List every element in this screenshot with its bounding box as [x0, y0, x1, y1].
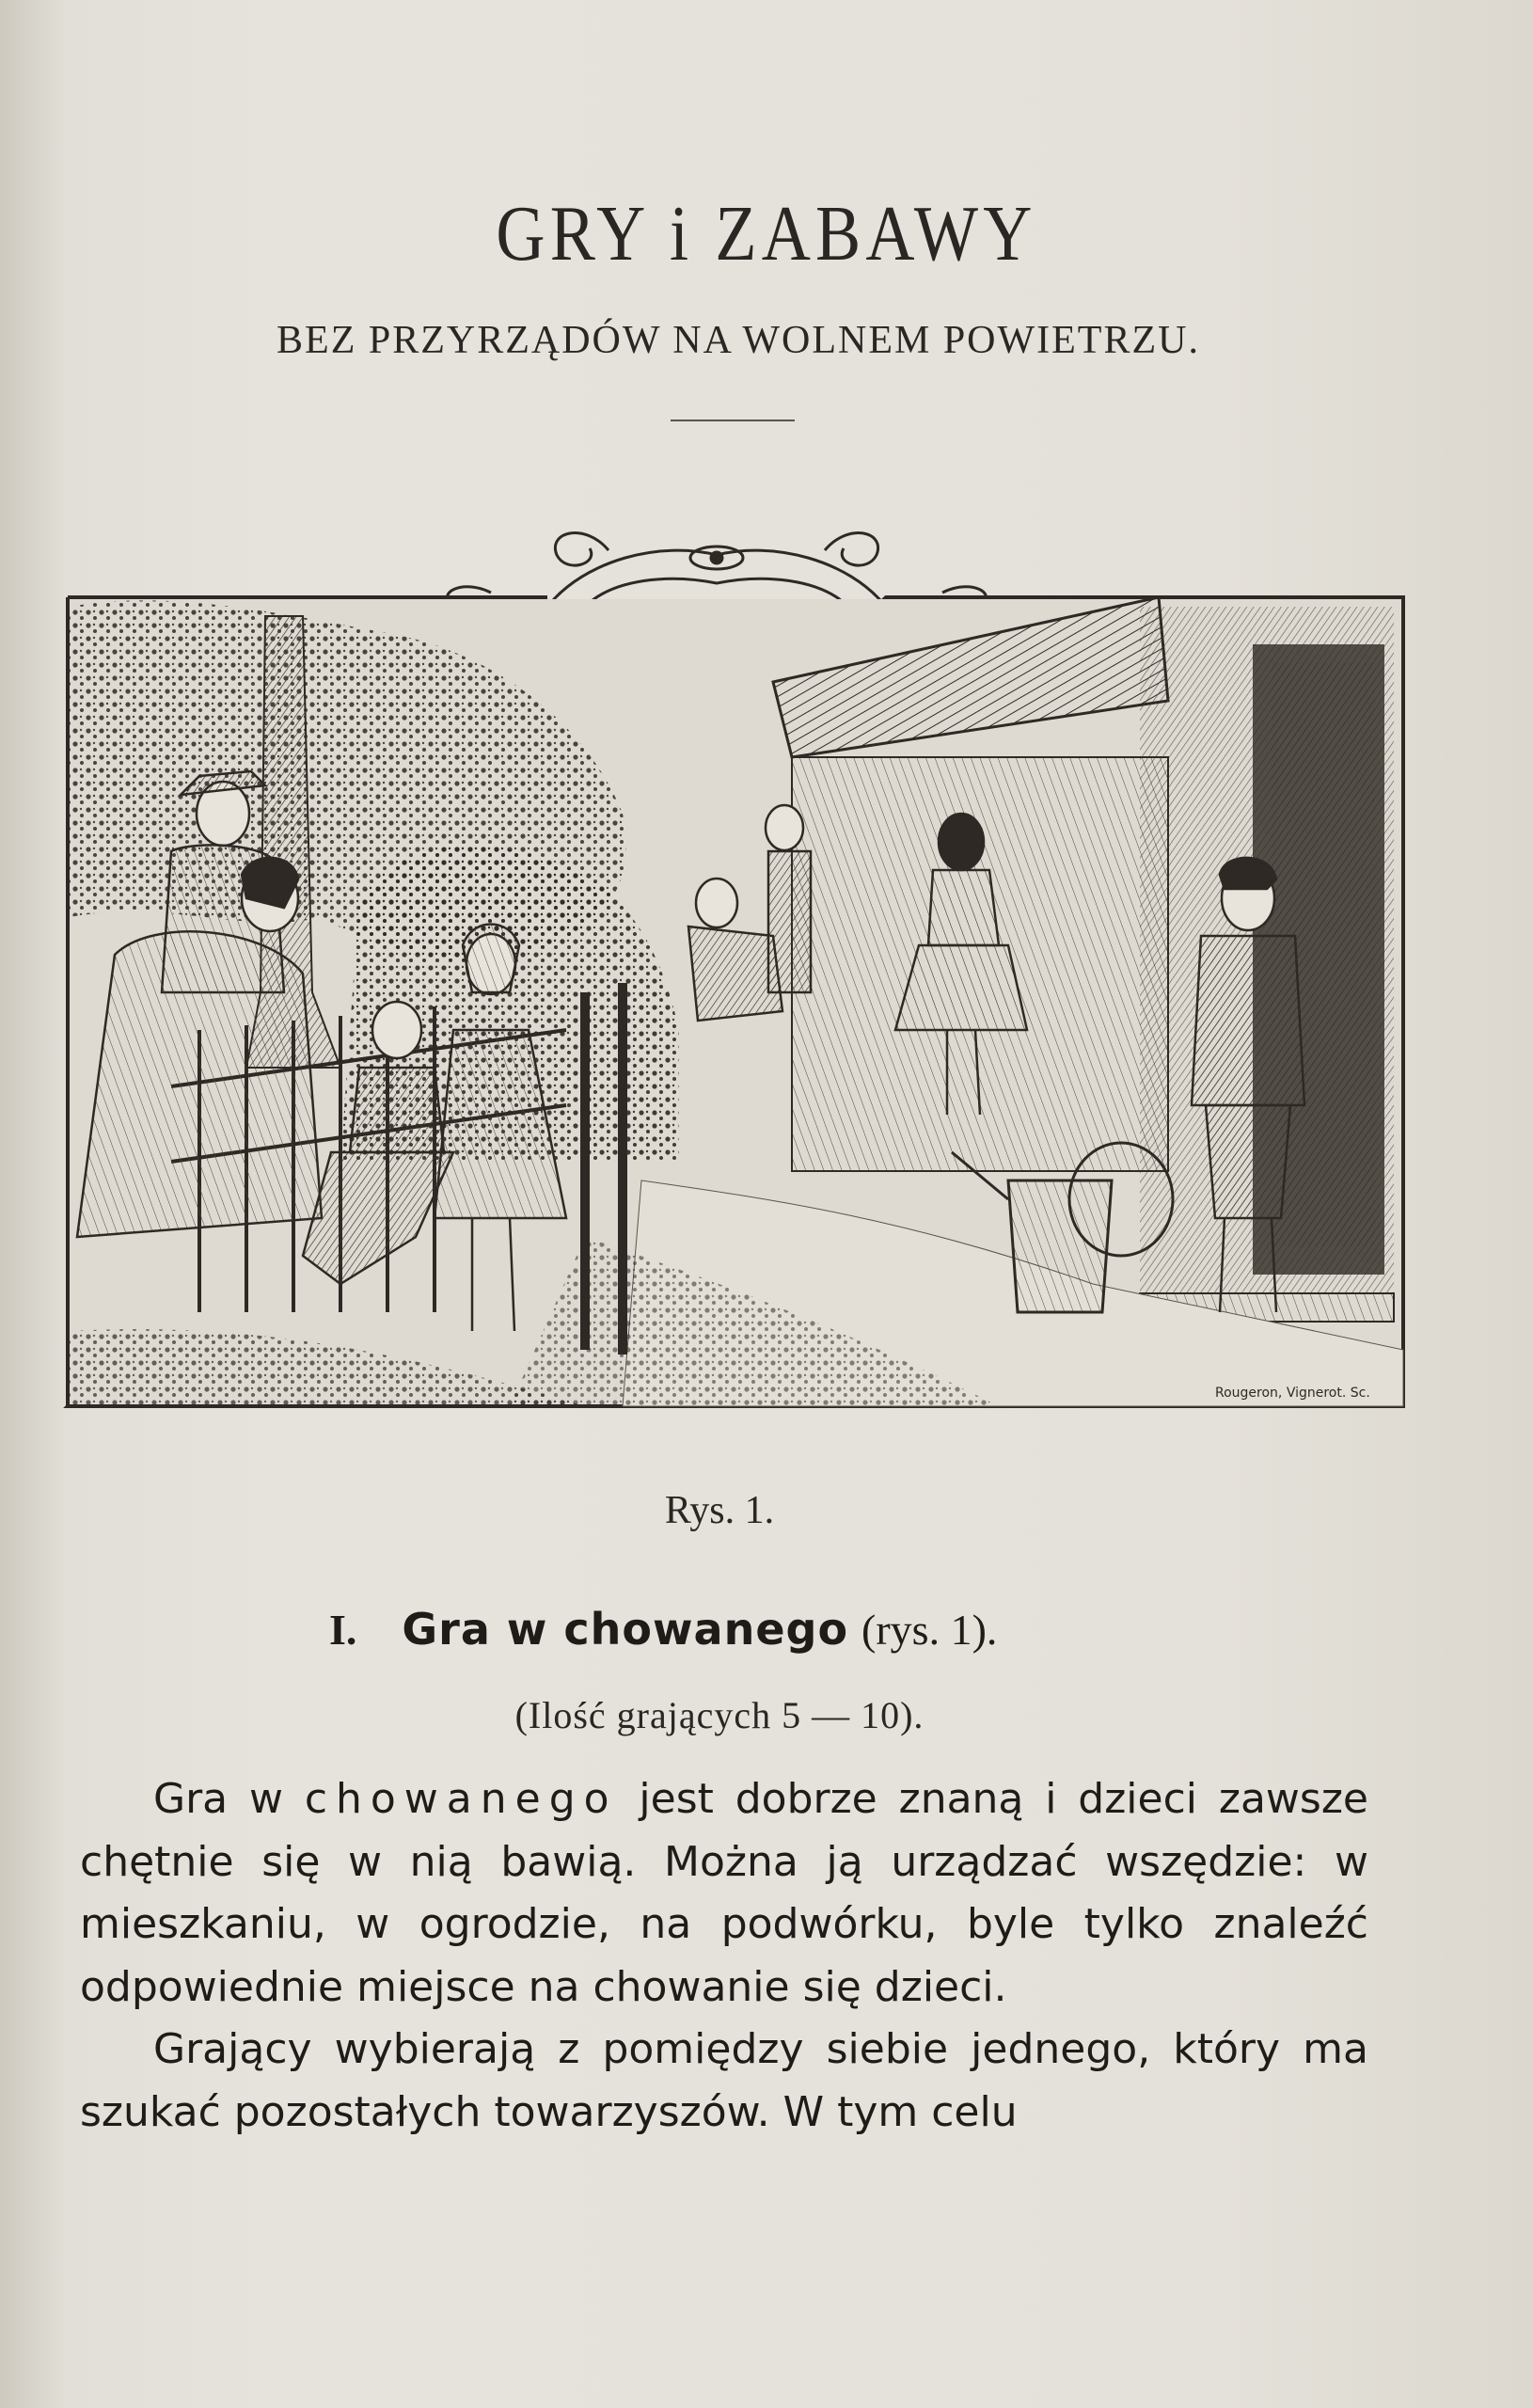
- engraving-image: [58, 503, 1413, 1444]
- engraver-signature: Rougeron, Vignerot. Sc.: [1215, 1386, 1370, 1401]
- title-rule: [671, 420, 795, 421]
- paragraph: [80, 1768, 1368, 2019]
- players-count: (Ilość grających 5 — 10).: [514, 1694, 925, 1736]
- figure-caption: Rys. 1.: [664, 1489, 775, 1532]
- page-title: GRY i ZABAWY: [496, 190, 1037, 277]
- paragraph: Grający wybierają z pomiędzy siebie jednego, który ma szukać pozostałych towarzyszów. W tym celu: [80, 2025, 1368, 2136]
- section-name: Gra w chowanego: [402, 1604, 849, 1655]
- section-heading: [329, 1604, 1270, 1655]
- page-subtitle: BEZ PRZYRZĄDÓW NA WOLNEM POWIETRZU.: [277, 319, 1200, 362]
- illustration-hide-and-seek: [58, 503, 1413, 1444]
- paragraph-text: jest dobrze znaną i dzieci zawsze chętnie się w nią bawią. Można ją urządzać wszędzie: w mieszkaniu, w ogrodzie, na podwórku, byle tylko znaleźć odpowiednie miejsce na chowanie się dzieci.: [80, 1775, 1368, 2011]
- section-number: I.: [329, 1606, 357, 1654]
- paragraph-text: Gra w: [153, 1775, 305, 1823]
- body-text: [80, 1768, 1368, 2144]
- emphasized-term: chowanego: [304, 1775, 618, 1823]
- section-figure-ref: (rys. 1).: [861, 1606, 998, 1654]
